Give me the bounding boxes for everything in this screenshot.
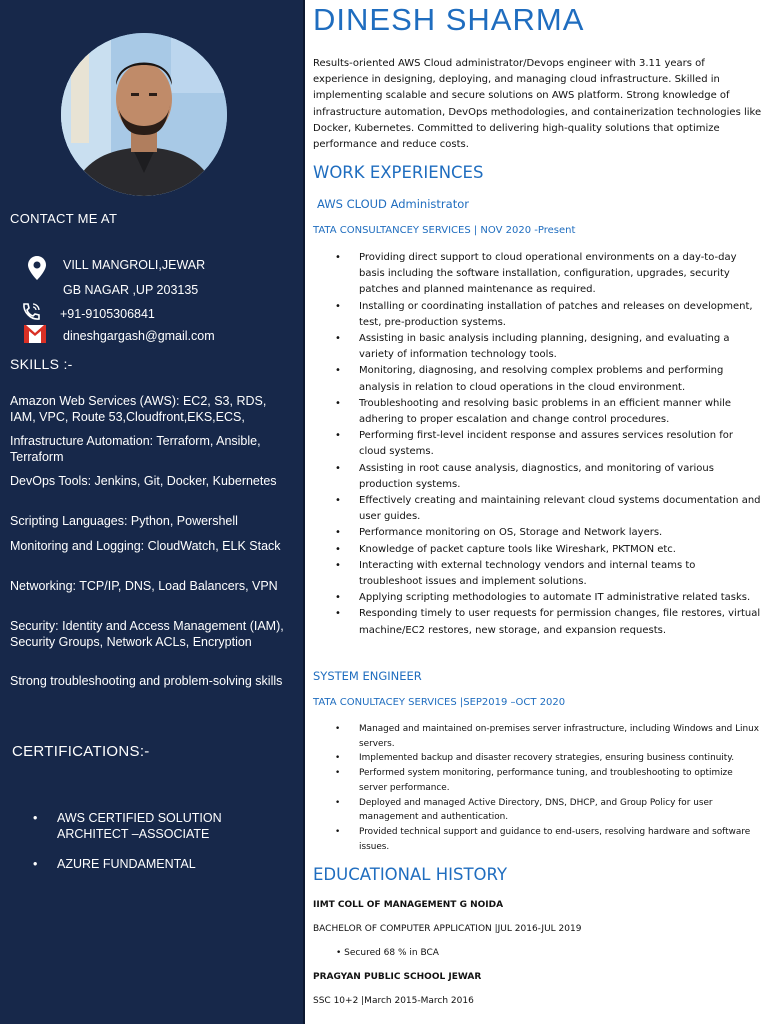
job-title: AWS CLOUD Administrator xyxy=(317,197,469,211)
duty-item: • Providing direct support to cloud operational environments on a day-to-day basis including the software installation, configuration, upgrades, security patches and planned maintenance as required. xyxy=(329,250,761,299)
job-duties-list xyxy=(329,722,761,854)
duty-item: • Knowledge of packet capture tools like Wireshark, PKTMON etc. xyxy=(329,542,761,558)
duty-item: • Performing first-level incident response and assures services resolution for cloud systems. xyxy=(329,428,761,460)
duty-item: • Responding timely to user requests for permission changes, file restores, virtual machine/EC2 restores, new storage, and expansion requests. xyxy=(329,606,761,638)
duty-item: • Provided technical support and guidance to end-users, resolving hardware and software issues. xyxy=(329,825,761,854)
gmail-icon xyxy=(24,325,46,343)
profile-photo xyxy=(61,33,227,196)
duty-item: • Performance monitoring on OS, Storage and Network layers. xyxy=(329,525,761,541)
skill-item: Monitoring and Logging: CloudWatch, ELK Stack xyxy=(10,539,281,553)
duty-item: • Applying scripting methodologies to automate IT administrative related tasks. xyxy=(329,590,761,606)
bullet: • xyxy=(33,811,38,825)
skills-title: SKILLS :- xyxy=(10,356,73,372)
duty-item: • Managed and maintained on-premises server infrastructure, including Windows and Linux servers. xyxy=(329,722,761,751)
skill-item: Strong troubleshooting and problem-solving skills xyxy=(10,674,283,688)
duty-item: • Performed system monitoring, performance tuning, and troubleshooting to optimize server performance. xyxy=(329,766,761,795)
education-heading: EDUCATIONAL HISTORY xyxy=(313,865,508,884)
phone-icon xyxy=(20,302,42,322)
skill-item: Amazon Web Services (AWS): EC2, S3, RDS, IAM, VPC, Route 53,Cloudfront,EKS,ECS, xyxy=(10,394,267,424)
skill-item: Scripting Languages: Python, Powershell xyxy=(10,514,238,528)
main-content xyxy=(305,0,768,1024)
certification-item xyxy=(33,811,293,842)
phone-number[interactable]: +91-9105306841 xyxy=(60,307,155,321)
job-title: SYSTEM ENGINEER xyxy=(313,669,422,683)
address-line-1: VILL MANGROLI,JEWAR xyxy=(63,258,206,272)
address-line-2: GB NAGAR ,UP 203135 xyxy=(63,283,199,297)
bullet: • xyxy=(33,857,38,871)
profile-summary: Results-oriented AWS Cloud administrator/Devops engineer with 3.11 years of experience in designing, deploying, and managing cloud infrastructure. Skilled in implementing scalable and secure solutions on AWS platform. Strong knowledge of infrastructure automation, DevOps methodologies, and containerization technologies like Docker, Kubernetes. Committed to delivering high-quality solutions that optimize performance and reduce costs. xyxy=(313,58,762,151)
duty-item: • Troubleshooting and resolving basic problems in an efficient manner while adhering to proper escalation and change control procedures. xyxy=(329,396,761,428)
duty-item: • Implemented backup and disaster recovery strategies, ensuring business continuity. xyxy=(329,751,761,766)
duty-item: • Assisting in basic analysis including planning, designing, and evaluating a variety of information technology tools. xyxy=(329,331,761,363)
skill-item: Infrastructure Automation: Terraform, Ansible, Terraform xyxy=(10,434,261,464)
duty-item: • Installing or coordinating installation of patches and releases on development, test, pre-production systems. xyxy=(329,299,761,331)
skill-item: DevOps Tools: Jenkins, Git, Docker, Kubernetes xyxy=(10,474,277,488)
college-name: IIMT COLL OF MANAGEMENT G NOIDA xyxy=(313,900,504,910)
sidebar xyxy=(0,0,303,1024)
certification-item xyxy=(33,857,293,873)
job-company-dates: TATA CONSULTANCEY SERVICES | NOV 2020 -Present xyxy=(313,225,576,236)
location-pin-icon xyxy=(28,256,46,280)
school-detail: SSC 10+2 |March 2015-March 2016 xyxy=(313,996,474,1006)
job-company-dates: TATA CONULTACEY SERVICES |SEP2019 –OCT 2020 xyxy=(313,697,566,708)
job-duties-list xyxy=(329,250,761,639)
certification-label: AZURE FUNDAMENTAL xyxy=(57,857,196,871)
duty-item: • Interacting with external technology vendors and internal teams to troubleshoot issues and implement solutions. xyxy=(329,558,761,590)
degree-detail: BACHELOR OF COMPUTER APPLICATION |JUL 2016-JUL 2019 xyxy=(313,924,582,934)
candidate-name: DINESH SHARMA xyxy=(313,2,585,37)
duty-item: • Assisting in root cause analysis, diagnostics, and monitoring of various production systems. xyxy=(329,461,761,493)
skill-item: Security: Identity and Access Management (IAM), Security Groups, Network ACLs, Encryption xyxy=(10,619,284,649)
duty-item: • Effectively creating and maintaining relevant cloud systems documentation and user guides. xyxy=(329,493,761,525)
duty-item: • Deployed and managed Active Directory, DNS, DHCP, and Group Policy for user management and authentication. xyxy=(329,796,761,825)
email-address[interactable]: dineshgargash@gmail.com xyxy=(63,329,215,343)
contact-title: CONTACT ME AT xyxy=(10,211,118,226)
certifications-title: CERTIFICATIONS:- xyxy=(12,743,150,760)
work-experience-heading: WORK EXPERIENCES xyxy=(313,163,484,182)
grade-detail: • Secured 68 % in BCA xyxy=(336,948,439,958)
duty-item: • Monitoring, diagnosing, and resolving complex problems and performing analysis in relation to cloud operations in the cloud environment. xyxy=(329,363,761,395)
school-name: PRAGYAN PUBLIC SCHOOL JEWAR xyxy=(313,972,482,982)
certification-label: AWS CERTIFIED SOLUTION ARCHITECT –ASSOCIATE xyxy=(57,811,222,841)
skill-item: Networking: TCP/IP, DNS, Load Balancers, VPN xyxy=(10,579,278,593)
